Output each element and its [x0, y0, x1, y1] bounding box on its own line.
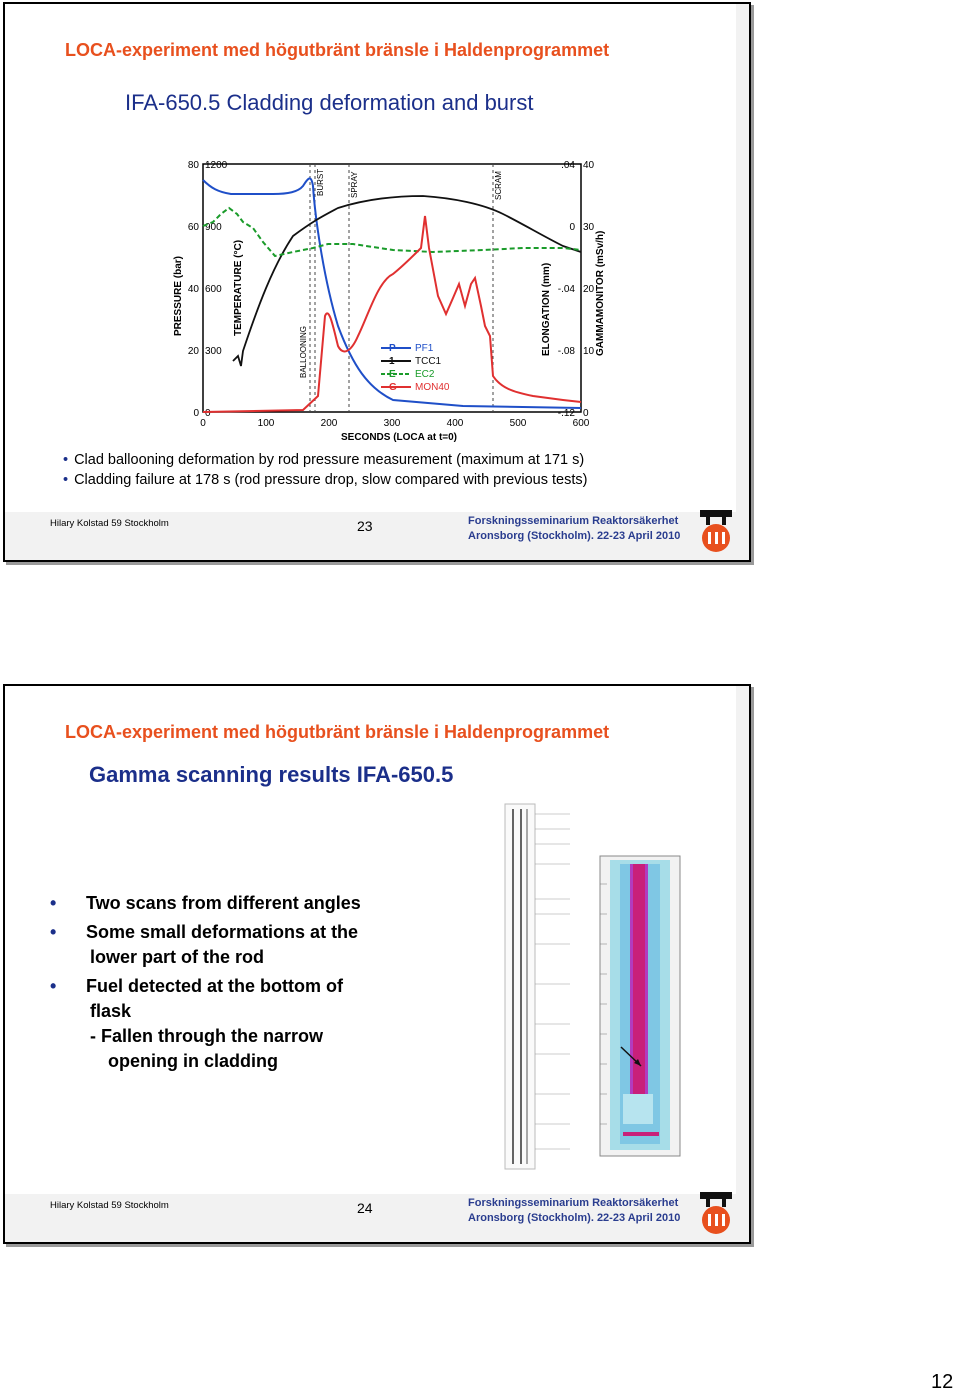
x-tick-500: 500 [509, 418, 527, 429]
ife-hrp-logo-icon [696, 1192, 736, 1236]
slide-number: 23 [357, 518, 373, 534]
slide-title: IFA-650.5 Cladding deformation and burst [125, 90, 534, 115]
legend-label-pf1: PF1 [415, 343, 434, 354]
bullet-dot-icon: • [63, 452, 69, 468]
elong-tick-5: -.12 [557, 408, 575, 419]
bullet-item [63, 450, 587, 470]
bullet-dot-icon: • [50, 922, 57, 942]
legend-label-tcc1: TCC1 [415, 356, 442, 367]
bullet-item [50, 974, 390, 999]
bullet-item [63, 470, 587, 490]
footer-author: Hilary Kolstad 59 Stockholm [50, 518, 169, 529]
temp-tick-900: 900 [205, 222, 222, 233]
event-scram: SCRAM [494, 171, 503, 200]
legend-marker-tcc1: 1 [389, 356, 395, 367]
pressure-tick-80: 80 [187, 160, 199, 171]
elong-tick-4: -.08 [557, 346, 575, 357]
legend-marker-ec2: E [389, 369, 396, 380]
conference-venue: Aronsborg (Stockholm). 22-23 April 2010 [468, 1212, 681, 1224]
gamma-tick-40: 40 [583, 160, 595, 171]
gamma-tick-0: 0 [583, 408, 589, 419]
conference-venue: Aronsborg (Stockholm). 22-23 April 2010 [468, 530, 681, 542]
slide-header: LOCA-experiment med högutbränt bränsle i Haldenprogrammet [65, 722, 610, 742]
slide-number: 24 [357, 1200, 373, 1216]
bullet-dot-icon: • [50, 893, 57, 913]
legend-label-ec2: EC2 [415, 369, 435, 380]
bullet-text: Cladding failure at 178 s (rod pressure drop, slow compared with previous tests) [74, 472, 588, 488]
conference-title: Forskningsseminarium Reaktorsäkerhet [468, 515, 679, 527]
elong-tick-2: 0 [569, 222, 575, 233]
bullet-list [63, 450, 587, 490]
elong-tick-1: .04 [561, 160, 575, 171]
x-tick-400: 400 [446, 418, 464, 429]
sub-bullet-continuation: opening in cladding [108, 1051, 278, 1071]
slide-23 [3, 2, 751, 562]
footer-author: Hilary Kolstad 59 Stockholm [50, 1200, 169, 1211]
pressure-axis-label: PRESSURE (bar) [173, 255, 184, 336]
temperature-axis-label: TEMPERATURE (°C) [233, 239, 244, 336]
slide-24 [3, 684, 751, 1244]
x-tick-200: 200 [320, 418, 338, 429]
sub-bullet: - Fallen through the narrow [90, 1026, 323, 1046]
bullet-continuation: lower part of the rod [90, 947, 265, 967]
pressure-tick-60: 60 [187, 222, 199, 233]
bullet-dot-icon: • [63, 472, 69, 488]
temp-tick-300: 300 [205, 346, 222, 357]
x-tick-300: 300 [383, 418, 401, 429]
legend-marker-pf1: P [389, 343, 396, 354]
event-ballooning: BALLOONING [299, 325, 308, 378]
pressure-tick-20: 20 [187, 346, 199, 357]
slide-border-right [736, 686, 749, 1242]
x-tick-0: 0 [200, 418, 206, 429]
x-tick-600: 600 [572, 418, 590, 429]
ec2-curve [203, 208, 581, 256]
gamma-scan-image [495, 804, 685, 1174]
footer-conference [468, 514, 680, 544]
gammamonitor-axis-label: GAMMAMONITOR (mSv/h) [595, 230, 606, 356]
conference-title: Forskningsseminarium Reaktorsäkerhet [468, 1197, 679, 1209]
bullet-item [50, 920, 390, 945]
slide-border-right [736, 4, 749, 560]
legend-label-mon40: MON40 [415, 382, 450, 393]
event-burst: BURST [316, 168, 325, 196]
bullet-text: Some small deformations at the [86, 922, 359, 942]
temp-tick-0: 0 [205, 408, 211, 419]
gamma-tick-10: 10 [583, 346, 595, 357]
page-number: 12 [931, 1371, 954, 1393]
bullet-text: Fuel detected at the bottom of [86, 976, 344, 996]
bullet-text: Two scans from different angles [86, 893, 361, 913]
ife-hrp-logo-icon [696, 510, 736, 554]
temp-tick-600: 600 [205, 284, 222, 295]
bullet-dot-icon: • [50, 976, 57, 996]
bullet-text: Clad ballooning deformation by rod pressure measurement (maximum at 171 s) [74, 452, 585, 468]
slide-title: Gamma scanning results IFA-650.5 [89, 762, 454, 787]
x-tick-100: 100 [257, 418, 275, 429]
bullet-item [50, 891, 390, 916]
bullet-continuation: flask [90, 1001, 132, 1021]
event-spray: SPRAY [350, 171, 359, 198]
elongation-axis-label: ELONGATION (mm) [541, 262, 552, 356]
temp-tick-1200: 1200 [205, 160, 228, 171]
gamma-tick-30: 30 [583, 222, 595, 233]
cladding-deformation-chart [163, 156, 606, 446]
bullet-list [50, 891, 390, 1074]
pressure-tick-40: 40 [187, 284, 199, 295]
x-axis-label: SECONDS (LOCA at t=0) [340, 432, 458, 443]
pressure-tick-0: 0 [193, 408, 199, 419]
legend-marker-mon40: G [389, 382, 397, 393]
footer-conference [468, 1196, 680, 1226]
elong-tick-3: -.04 [557, 284, 575, 295]
tcc1-curve [233, 196, 581, 366]
gamma-tick-20: 20 [583, 284, 595, 295]
slide-header: LOCA-experiment med högutbränt bränsle i Haldenprogrammet [65, 40, 610, 60]
